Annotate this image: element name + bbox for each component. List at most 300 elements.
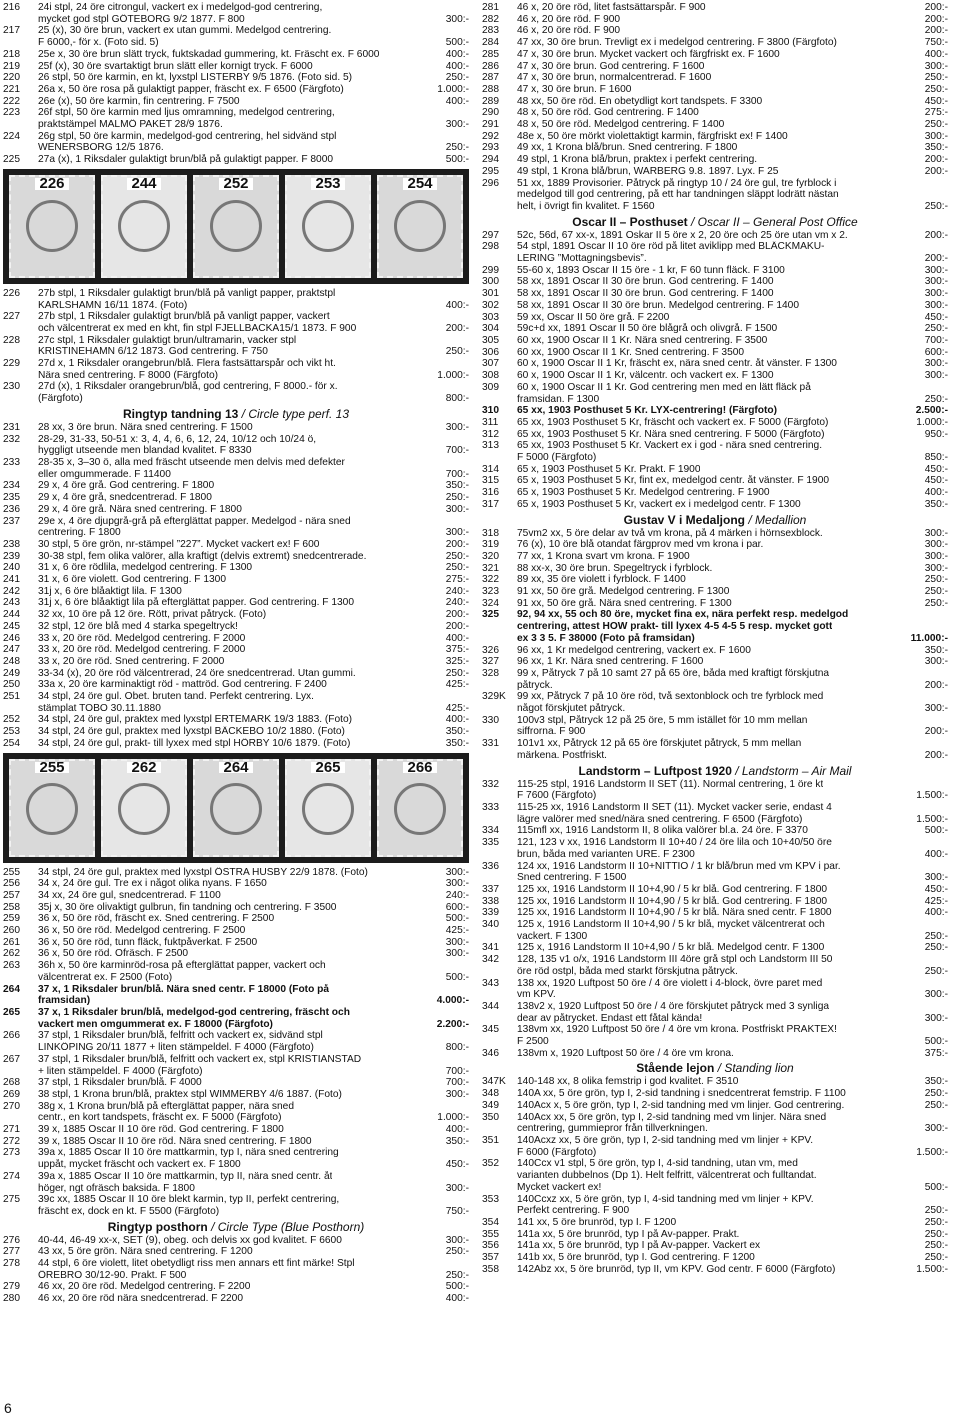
lot-price: 300:- (924, 60, 948, 72)
lot-price: 300:- (924, 358, 948, 370)
lot-number: 355 (482, 1228, 499, 1240)
lot-description: hyggligt utseende men blandad kvalitet. F 8330 (38, 445, 252, 457)
lot-price: 250:- (924, 1088, 948, 1100)
stamp-photo-strip (3, 169, 469, 284)
lot-price: 250:- (445, 346, 469, 358)
lot-number: 238 (3, 538, 20, 550)
lot-description: vackert men omgummerat ex. F 18000 (Färgfoto) (38, 1018, 273, 1030)
lot-price: 250:- (924, 1205, 948, 1217)
lot-entry (3, 311, 469, 334)
lot-description: 138 xx, 1920 Luftpost 50 öre / 4 öre violett i 4-block, övre paret med (517, 977, 823, 989)
lot-entry (3, 574, 469, 586)
lot-description: 27d (x), 1 Riksdaler orangebrun/blå, god centrering, F 8000.- för x. (38, 381, 338, 393)
lot-price: 1.500:- (916, 1146, 948, 1158)
lot-number: 256 (3, 878, 20, 890)
lot-entry (482, 131, 948, 143)
lot-description: 26a x, 50 öre rosa på gulaktigt papper, fräscht ex. F 6500 (Färgfoto) (38, 83, 344, 95)
postmark-circle (26, 783, 78, 835)
lot-price: 300:- (445, 13, 469, 25)
lot-description: 101v1 xx, Påtryck 12 på 65 öre förskjutet påtryck, 5 mm mellan (517, 738, 802, 750)
lot-description: 31 x, 6 öre violett. God centrering. F 1300 (38, 574, 227, 586)
lot-description: 32 stpl, 12 öre blå med 4 starka spegeltryck! (38, 620, 238, 632)
lot-price: 450:- (924, 883, 948, 895)
lot-entry (482, 668, 948, 691)
section-heading-english: / Standing lion (714, 1061, 794, 1076)
lot-description: 47 x, 30 öre brun. F 1600 (517, 83, 632, 95)
lot-price: 300:- (924, 539, 948, 551)
lot-description: 27c stpl, 1 Riksdaler gulaktigt brun/ultramarin, vacker stpl (38, 334, 297, 346)
lot-description: 24i stpl, 24 öre citrongul, vackert ex i medelgod-god centrering, (38, 2, 323, 13)
lot-price: 300:- (445, 1182, 469, 1194)
stamp-lot-label: 262 (127, 762, 160, 774)
lot-price: 250:- (924, 1228, 948, 1240)
lot-number: 274 (3, 1170, 20, 1182)
stamp-lot-label: 255 (35, 762, 68, 774)
lot-description: 58 xx, 1891 Oscar II 30 öre brun. God centrering. F 1400 (517, 276, 774, 288)
lot-description: 89 xx, 35 öre violett i fyrblock. F 1400 (517, 574, 686, 586)
lot-number: 223 (3, 107, 20, 119)
lot-description: 88 xx-x, 30 öre brun. Spegeltryck i fyrblock. (517, 562, 713, 574)
postmark-circle (302, 200, 354, 252)
lot-number: 308 (482, 370, 499, 382)
lot-entry (3, 714, 469, 726)
lot-description: 141 xx, 5 öre brunröd, typ I. F 1200 (517, 1216, 677, 1228)
lot-number: 277 (3, 1246, 20, 1258)
lot-price: 200:- (924, 165, 948, 177)
lot-price: 325:- (445, 655, 469, 667)
lot-description: 115-25 xx, 1916 Landstorm II SET (11). Mycket vacker serie, endast 4 (517, 802, 832, 813)
lot-price: 350:- (445, 737, 469, 749)
lot-number: 347K (482, 1076, 506, 1088)
lot-number: 351 (482, 1134, 499, 1146)
lot-number: 233 (3, 456, 20, 468)
lot-description: 47 x, 30 öre brun. Mycket vackert och färgfriskt ex. F 1600 (517, 48, 780, 60)
section-heading-english: / Oscar II – General Post Office (687, 214, 858, 229)
lot-number: 339 (482, 907, 499, 919)
lot-number: 229 (3, 358, 20, 370)
lot-number: 273 (3, 1147, 20, 1159)
lot-price (942, 189, 948, 201)
lot-description: och välcentrerat ex med en kht, fin stpl FJELLBACKA15/1 1873. F 900 (38, 322, 357, 334)
lot-description: 115mfl xx, 1916 Landstorm II, 8 olika valörer bl.a. 24 öre. F 3370 (517, 825, 808, 837)
lot-entry (482, 312, 948, 324)
lot-description: 36 x, 50 öre röd. Medelgod centrering. F 2500 (38, 925, 246, 937)
lot-price: 300:- (924, 550, 948, 562)
lot-description: 28 xx, 3 öre brun. Nära sned centrering. F 1500 (38, 421, 253, 433)
lot-entry (482, 1158, 948, 1193)
lot-description: Nära sned centrering. F 8000 (Färgfoto) (38, 369, 219, 381)
lot-entry (482, 1264, 948, 1276)
lot-number: 356 (482, 1240, 499, 1252)
lot-description: 140Acx xx, 5 öre grön, typ I, 2-sid tandning med vm linjer. Nära sned (517, 1111, 827, 1123)
lot-price: 700:- (445, 445, 469, 457)
lot-entry (482, 1217, 948, 1229)
lot-price (942, 1112, 948, 1124)
stamp-lot-label: 265 (311, 762, 344, 774)
lot-description: 34 stpl, 24 öre gul, praktex med lyxstpl ERTEMARK 19/3 1883. (Foto) (38, 714, 353, 726)
stamp-lot-label: 266 (403, 762, 436, 774)
lot-price: 375:- (445, 644, 469, 656)
lot-price: 250:- (924, 1240, 948, 1252)
lot-description: 27a (x), 1 Riksdaler gulaktigt brun/blå på gulaktigt papper. F 8000 (38, 154, 334, 166)
lot-description: 60 x, 1900 Oscar II 1 Kr, välcentr. och vackert ex. F 1300 (517, 370, 774, 382)
lot-description: praktstämpel MALMÖ PAKET 28/9 1876. (38, 119, 223, 131)
stamp-lot-label: 226 (35, 178, 68, 190)
lot-entry (482, 691, 948, 714)
lot-price (942, 954, 948, 966)
lot-price (463, 25, 469, 37)
lot-price (463, 131, 469, 143)
lot-description: 65 xx, 1903 Posthuset 5 Kr. LYX-centrering! (Färgfoto) (517, 405, 778, 417)
lot-price (463, 984, 469, 996)
lot-entry (482, 25, 948, 37)
lot-entry (3, 72, 469, 84)
lot-number: 322 (482, 574, 499, 586)
lot-description: 30-38 stpl, fem olika valörer, alla kraftigt (delvis extremt) snedcentrerade. (38, 550, 367, 562)
lot-description: märkena. Postfriskt. (517, 749, 608, 761)
lot-description: 58 xx, 1891 Oscar II 30 öre brun. Medelgod centrering. F 1400 (517, 299, 800, 311)
lot-description: 36 x, 50 öre röd, tunn fläck, fuktpåverkat. F 2500 (38, 936, 258, 948)
lot-description: centr., en kort tandspets, fräscht ex. F 5000 (Färgfoto) (38, 1112, 282, 1124)
lot-entry (482, 954, 948, 977)
lot-entry (3, 1293, 469, 1305)
lot-entry (482, 1088, 948, 1100)
lot-price: 400:- (924, 487, 948, 499)
lot-number: 306 (482, 346, 499, 358)
lot-price: 500:- (445, 913, 469, 925)
lot-number: 272 (3, 1135, 20, 1147)
lot-entry (3, 49, 469, 61)
lot-number: 317 (482, 498, 499, 510)
lot-description: KARLSHAMN 16/11 1874. (Foto) (38, 299, 188, 311)
lot-price: 250:- (924, 1099, 948, 1111)
lot-description: 125 xx, 1916 Landstorm II 10+4,90 / 5 kr blå. God centrering. F 1800 (517, 883, 828, 895)
lot-entry (482, 551, 948, 563)
right-column (482, 2, 948, 1275)
lot-number: 341 (482, 942, 499, 954)
lot-entry (3, 480, 469, 492)
lot-price: 425:- (445, 679, 469, 691)
lot-number: 288 (482, 83, 499, 95)
lot-number: 313 (482, 440, 499, 452)
lot-description: 25f (x), 30 öre svartaktigt brun slätt eller kornigt tryck. F 6000 (38, 60, 313, 72)
lot-description: 40-44, 46-49 xx-x, SET (9), obeg. och delvis xx god kvalitet. F 6600 (38, 1234, 342, 1246)
lot-description: 54 stpl, 1891 Oscar II 10 öre röd på litet aviklipp med BLÄCKMAKU- (517, 241, 825, 253)
lot-description: 35j x, 30 öre olivaktigt gulbrun, fin tandning och centrering. F 3500 (38, 901, 337, 913)
lot-description: 34 stpl, 24 öre gul, prakt- till lyxex med stpl HÖRBY 10/6 1879. (Foto) (38, 737, 351, 749)
lot-price: 350:- (924, 1076, 948, 1088)
lot-price (942, 1194, 948, 1206)
lot-number: 264 (3, 983, 20, 995)
lot-price (942, 978, 948, 990)
lot-description: eller omgummerade. F 11400 (38, 468, 171, 480)
lot-price: 700:- (445, 1065, 469, 1077)
lot-price: 400:- (445, 95, 469, 107)
lot-entry (482, 825, 948, 837)
section-heading-swedish: Ringtyp tandning 13 (122, 406, 239, 421)
lot-entry (3, 656, 469, 668)
lot-description: 49 xx, 1 Krona blå/brun. Sned centrering. F 1800 (517, 142, 738, 154)
lot-description: 128, 135 v1 o/x, 1916 Landstorm III 4öre grå stpl och Landstorm III 50 (517, 954, 833, 966)
lot-entry (482, 37, 948, 49)
lot-entry (482, 14, 948, 26)
lot-description: 32 xx, 10 öre på 12 öre. Rött, privat påtryck. (Foto) (38, 609, 267, 621)
section-heading-swedish: Landstorm – Luftpost 1920 (578, 763, 732, 778)
lot-price (942, 621, 948, 633)
lot-entry (482, 464, 948, 476)
lot-number: 297 (482, 229, 499, 241)
lot-number: 311 (482, 416, 499, 428)
stamp-image (9, 175, 95, 278)
lot-description: 91 xx, 50 öre grå. Medelgod centrering. F 1300 (517, 586, 730, 598)
lot-price (942, 178, 948, 190)
lot-entry (482, 837, 948, 860)
lot-price: 600:- (924, 346, 948, 358)
lot-description: F 5000 (Färgfoto) (517, 452, 597, 464)
lot-number: 291 (482, 119, 499, 131)
lot-description: KRISTINEHAMN 6/12 1873. God centrering. F 750 (38, 346, 268, 358)
lot-entry (3, 1136, 469, 1148)
lot-price: 300:- (924, 288, 948, 300)
lot-entry (3, 2, 469, 25)
lot-description: 34 x, 24 öre gul. Tre ex i något olika nyans. F 1650 (38, 878, 267, 890)
lot-number: 220 (3, 72, 20, 84)
lot-description: 28-35 x, 3–30 ö, alla med fräscht utseende men delvis med defekter (38, 456, 345, 468)
lot-price: 11.000:- (910, 632, 948, 644)
lot-price (942, 241, 948, 253)
lot-price (942, 691, 948, 703)
lot-number: 326 (482, 644, 499, 656)
lot-entry (482, 230, 948, 242)
lot-number: 315 (482, 475, 499, 487)
lot-entry (3, 1147, 469, 1170)
lot-description: 125 xx, 1916 Landstorm II 10+4,90 / 5 kr blå. God centrering. F 1800 (517, 895, 828, 907)
lot-price: 450:- (445, 1159, 469, 1171)
lot-price: 700:- (924, 334, 948, 346)
lot-description: 46 xx, 20 öre röd nära snedcentrerad. F 2200 (38, 1293, 244, 1305)
lot-price: 2.200:- (436, 1018, 469, 1030)
lot-price (463, 311, 469, 323)
lot-description: 34 stpl, 24 öre gul, praktex med lyxstpl ÖSTRA HUSBY 22/9 1878. (Foto) (38, 866, 368, 878)
lot-entry (3, 1171, 469, 1194)
lot-number: 226 (3, 287, 20, 299)
lot-description: dear av påtrycket. Endast ett fåtal kända! (517, 1012, 703, 1024)
lot-number: 221 (3, 83, 20, 95)
lot-description: 34 xx, 24 öre gul, snedcentrerad. F 1100 (38, 889, 221, 901)
lot-number: 269 (3, 1088, 20, 1100)
lot-number: 241 (3, 574, 20, 586)
lot-entry (3, 633, 469, 645)
lot-entry (3, 586, 469, 598)
lot-number: 217 (3, 25, 20, 37)
lot-description: 65 xx, 1903 Posthuset 5 Kr, fräscht och vackert ex. F 5000 (Färgfoto) (517, 416, 829, 428)
lot-number: 234 (3, 480, 20, 492)
lot-description: centrering, gummiepror från tillverkningen. (517, 1123, 708, 1135)
lot-number: 235 (3, 492, 20, 504)
lot-entry (482, 241, 948, 264)
lot-price: 700:- (445, 1077, 469, 1089)
lot-description: 26e (x), 50 öre karmin, fin centrering. F 7500 (38, 95, 240, 107)
lot-price (463, 1147, 469, 1159)
lot-entry (3, 948, 469, 960)
lot-entry (3, 1077, 469, 1089)
lot-price: 375:- (924, 1047, 948, 1059)
lot-price: 2.500:- (915, 405, 948, 417)
lot-price (463, 288, 469, 300)
lot-number: 260 (3, 925, 20, 937)
lot-description: fräscht ex, dock en kt. F 5500 (Färgfoto) (38, 1205, 220, 1217)
lot-price (942, 382, 948, 394)
stamp-lot-label: 254 (403, 178, 436, 190)
lot-price: 300:- (924, 276, 948, 288)
lot-number: 334 (482, 825, 499, 837)
lot-price (942, 1158, 948, 1170)
lot-description: 55-60 x, 1893 Oscar II 15 öre - 1 kr, F 60 tunn fläck. F 3100 (517, 264, 785, 276)
stamp-lot-label: 253 (311, 178, 344, 190)
lot-price: 400:- (924, 907, 948, 919)
lot-price (463, 691, 469, 703)
lot-entry (3, 644, 469, 656)
lot-price (942, 1001, 948, 1013)
lot-price: 250:- (924, 393, 948, 405)
lot-price: 300:- (445, 421, 469, 433)
lot-description: 33a x, 20 öre karminaktigt röd - mattröd. God centrering. F 2400 (38, 679, 327, 691)
lot-price: 275:- (445, 574, 469, 586)
lot-description: 49 stpl, 1 Krona blå/brun, praktex i perfekt centrering. (517, 154, 758, 166)
lot-description: Sned centrering. F 1500 (517, 872, 627, 884)
lot-price: 250:- (445, 492, 469, 504)
lot-price: 250:- (924, 200, 948, 212)
lot-entry (3, 96, 469, 108)
lot-price: 300:- (924, 656, 948, 668)
lot-description: + liten stämpeldel. F 4000 (Färgfoto) (38, 1065, 203, 1077)
lot-entry (482, 645, 948, 657)
lot-number: 304 (482, 323, 499, 335)
lot-price: 300:- (445, 948, 469, 960)
lot-number: 285 (482, 48, 499, 60)
lot-entry (482, 323, 948, 335)
lot-price: 300:- (924, 370, 948, 382)
lot-price (463, 434, 469, 446)
lot-description: 92, 94 xx, 55 och 80 öre, mycket fina ex, nära perfekt resp. medelgod (517, 609, 849, 621)
lot-number: 262 (3, 948, 20, 960)
lot-description: 39 x, 1885 Oscar II 10 öre röd. Nära sned centrering. F 1800 (38, 1135, 312, 1147)
lot-entry (482, 429, 948, 441)
lot-number: 298 (482, 241, 499, 253)
lot-description: 75vm2 xx, 5 öre delar av två vm krona, på 4 märken i hörnsexblock. (517, 527, 823, 539)
lot-entry (3, 84, 469, 96)
lot-price (942, 715, 948, 727)
lot-description: F 2500 (517, 1036, 549, 1048)
lot-description: 33 x, 20 öre röd. Sned centrering. F 2000 (38, 655, 225, 667)
lot-price: 400:- (445, 299, 469, 311)
lot-number: 349 (482, 1099, 499, 1111)
lot-description: F 7600 (Färgfoto) (517, 790, 597, 802)
lot-price: 200:- (924, 2, 948, 13)
lot-description: 48 x, 50 öre röd. God centrering. F 1400 (517, 107, 699, 119)
lot-number: 353 (482, 1193, 499, 1205)
lot-price: 300:- (445, 527, 469, 539)
lot-number: 346 (482, 1047, 499, 1059)
lot-price (463, 335, 469, 347)
lot-price: 300:- (924, 264, 948, 276)
lot-description: 33 x, 20 öre röd. Medelgod centrering. F 2000 (38, 644, 246, 656)
lot-description: 60 xx, 1900 Oscar II 1 Kr. Sned centrering. F 3500 (517, 346, 745, 358)
lot-number: 284 (482, 37, 499, 49)
lot-entry (482, 2, 948, 14)
left-column (3, 2, 469, 1305)
lot-price: 425:- (924, 895, 948, 907)
lot-price: 250:- (924, 119, 948, 131)
lot-price: 250:- (924, 597, 948, 609)
lot-price: 500:- (445, 37, 469, 49)
lot-price: 250:- (924, 1216, 948, 1228)
section-heading (482, 513, 948, 527)
lot-entry (482, 405, 948, 417)
lot-description: 37 stpl, 1 Riksdaler brun/blå. F 4000 (38, 1077, 202, 1089)
lot-price: 250:- (924, 574, 948, 586)
lot-price: 200:- (924, 13, 948, 25)
lot-entry (482, 802, 948, 825)
lot-number: 323 (482, 586, 499, 598)
lot-number: 290 (482, 107, 499, 119)
stamp-image (193, 175, 279, 278)
lot-number: 266 (3, 1030, 20, 1042)
lot-description: 44 stpl, 6 öre violett, litet obetydligt riss men annars ett fint märke! Stpl (38, 1258, 355, 1270)
lot-number: 321 (482, 562, 499, 574)
lot-entry (482, 276, 948, 288)
lot-price: 500:- (924, 1181, 948, 1193)
lot-entry (482, 978, 948, 1001)
section-heading (482, 1061, 948, 1075)
lot-number: 248 (3, 655, 20, 667)
lot-price: 500:- (924, 825, 948, 837)
lot-number: 333 (482, 802, 499, 813)
lot-entry (3, 551, 469, 563)
lot-number: 289 (482, 95, 499, 107)
postmark-circle (118, 200, 170, 252)
lot-price: 200:- (924, 726, 948, 738)
postmark-circle (118, 783, 170, 835)
lot-number: 245 (3, 620, 20, 632)
lot-description: uppåt, mycket fräscht och vackert ex. F 1800 (38, 1159, 241, 1171)
lot-description: 140-148 xx, 8 olika femstrip i god kvalitet. F 3510 (517, 1076, 739, 1088)
lot-price: 250:- (445, 142, 469, 154)
lot-price: 1.500:- (916, 790, 948, 802)
lot-entry (3, 1235, 469, 1247)
lot-description: 25e x, 30 öre brun slätt tryck, fuktskadad gummering, kt. Fräscht ex. F 6000 (38, 48, 380, 60)
lot-entry (482, 656, 948, 668)
lot-description: välcentrerat ex. F 2500 (Foto) (38, 971, 173, 983)
lot-description: 48 x, 50 öre röd. Medelgod centrering. F 1400 (517, 119, 725, 131)
lot-price: 425:- (445, 925, 469, 937)
lot-price: 300:- (924, 872, 948, 884)
lot-number: 237 (3, 515, 20, 527)
lot-entry (3, 902, 469, 914)
lot-price: 400:- (924, 48, 948, 60)
lot-number: 312 (482, 428, 499, 440)
lot-description: centrering. F 1800 (38, 527, 121, 539)
lot-price (942, 738, 948, 750)
lot-price (942, 668, 948, 680)
lot-description: 77 xx, 1 Krona svart vm krona. F 1900 (517, 550, 690, 562)
lot-number: 310 (482, 405, 499, 417)
lot-price: 240:- (445, 889, 469, 901)
lot-description: 125 x, 1916 Landstorm II 10+4,90 / 5 kr blå, mycket välcentrerat och (517, 919, 825, 931)
lot-number: 305 (482, 334, 499, 346)
lot-price: 500:- (445, 154, 469, 166)
lot-description: något förskjutet påtryck. (517, 703, 626, 715)
